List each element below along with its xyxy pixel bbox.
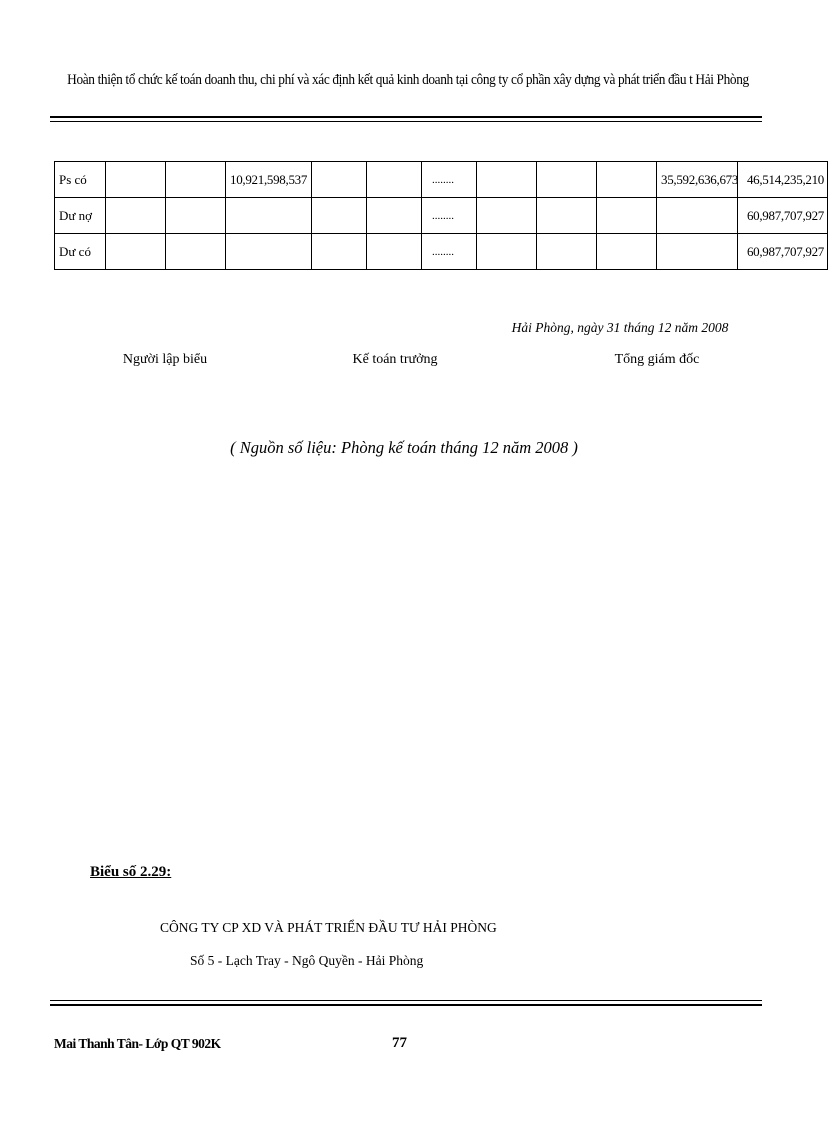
company-name: CÔNG TY CP XD VÀ PHÁT TRIỂN ĐẦU TƯ HẢI PHÒNG [160, 920, 497, 935]
source-note: ( Nguồn số liệu: Phòng kế toán tháng 12 năm 2008 ) [230, 438, 578, 457]
amount-cell [226, 234, 312, 270]
footer-author: Mai Thanh Tân- Lớp QT 902K [54, 1036, 221, 1051]
ellipsis-cell: ........ [422, 162, 477, 198]
amount-cell: 35,592,636,673 [657, 162, 738, 198]
company-address: Số 5 - Lạch Tray - Ngô Quyền - Hải Phòng [190, 953, 424, 968]
amount-cell [226, 198, 312, 234]
total-cell: 60,987,707,927 [738, 198, 828, 234]
row-label: Dư có [55, 234, 106, 270]
total-cell: 46,514,235,210 [738, 162, 828, 198]
footer-rule-thin [50, 1000, 762, 1001]
signature-chief-accountant: Kế toán trưởng [352, 352, 438, 367]
signature-preparer: Người lập biểu [122, 352, 208, 367]
page-header-title: Hoàn thiện tổ chức kế toán doanh thu, chi phí và xác định kết quả kinh doanh tại công ty cổ phần xây dựng và phát triển đầu t Hải Phòng [67, 72, 749, 88]
row-label: Dư nợ [55, 198, 106, 234]
amount-cell: 10,921,598,537 [226, 162, 312, 198]
header-rule-thin [50, 121, 762, 122]
row-label: Ps có [55, 162, 106, 198]
amount-cell [657, 198, 738, 234]
page-number: 77 [392, 1035, 407, 1051]
signature-director: Tổng giám đốc [614, 352, 700, 367]
place-date: Hải Phòng, ngày 31 tháng 12 năm 2008 [511, 320, 729, 335]
total-cell: 60,987,707,927 [738, 234, 828, 270]
header-rule-thick [50, 116, 762, 118]
form-number: Biểu số 2.29: [90, 864, 172, 880]
ellipsis-cell: ........ [422, 198, 477, 234]
footer-rule-thick [50, 1004, 762, 1006]
table-row [55, 162, 828, 198]
ledger-table [54, 161, 828, 270]
table-row [55, 234, 828, 270]
amount-cell [657, 234, 738, 270]
table-row [55, 198, 828, 234]
ellipsis-cell: ........ [422, 234, 477, 270]
